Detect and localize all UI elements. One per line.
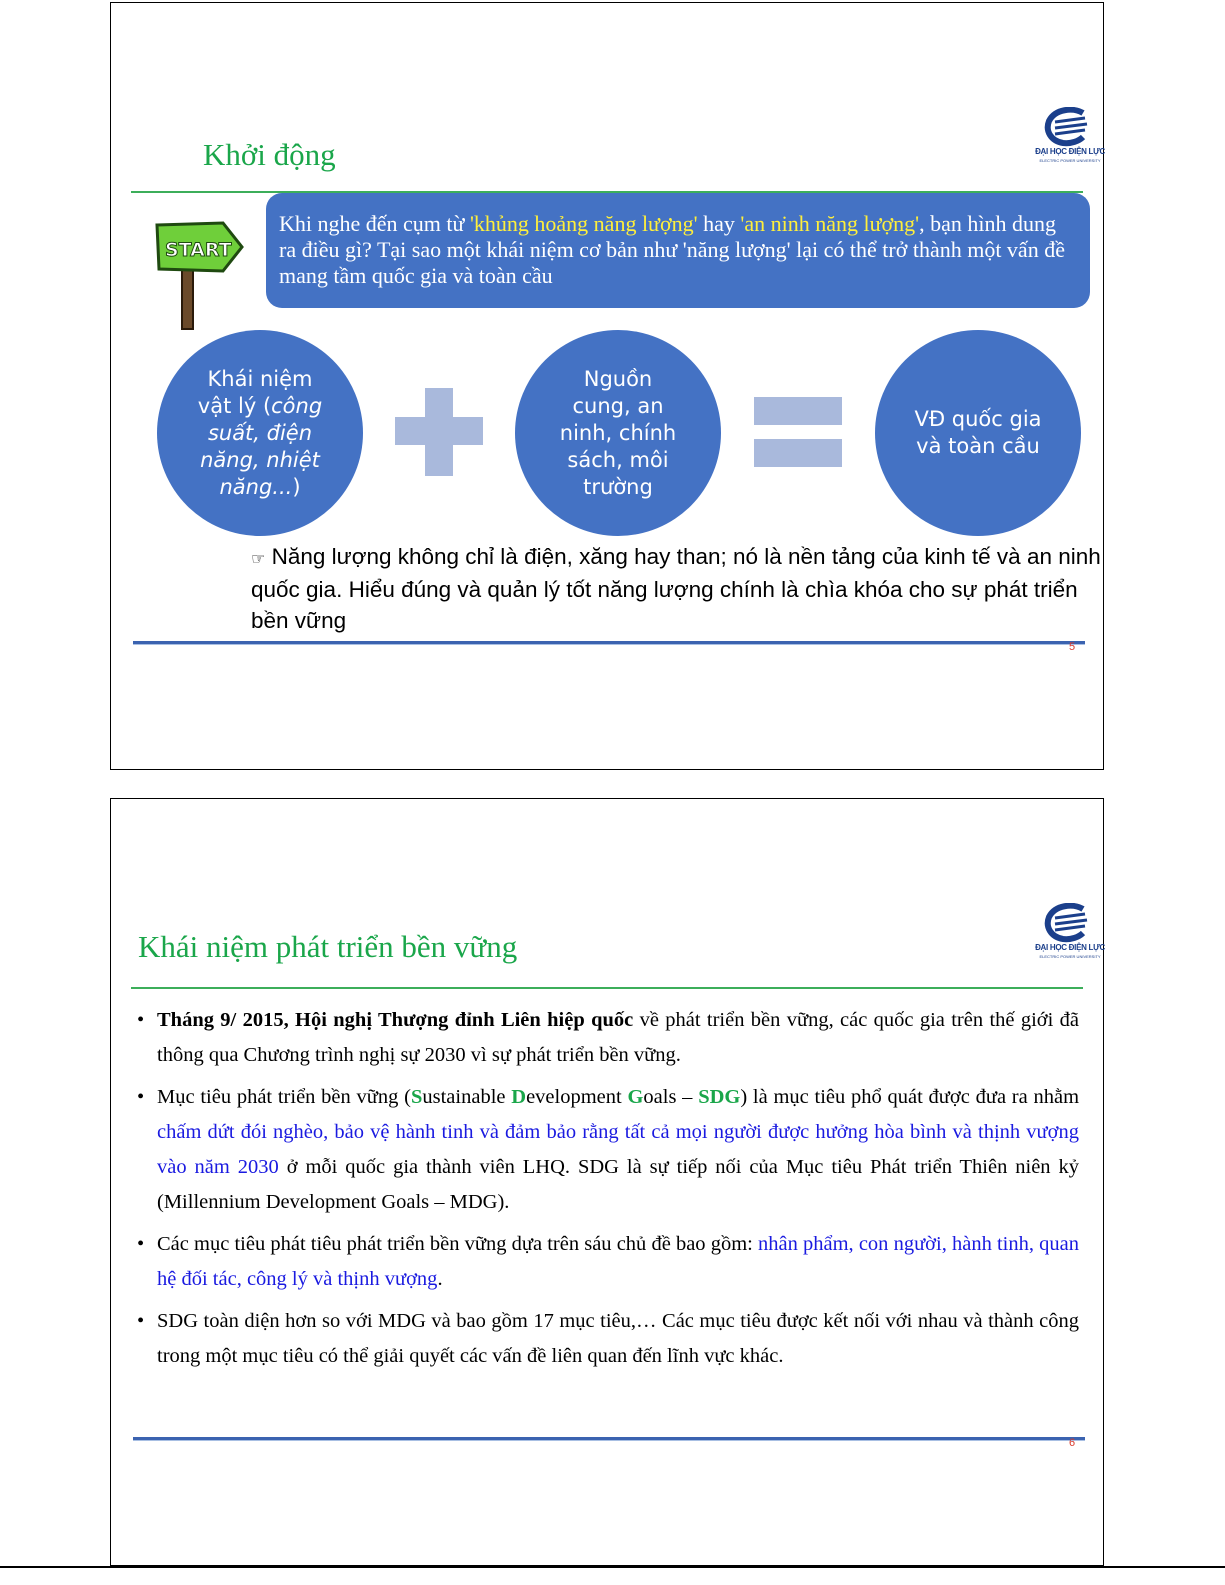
acronym-sdg: SDG bbox=[698, 1086, 741, 1108]
bullet-item bbox=[137, 1003, 1079, 1073]
start-sign-icon bbox=[153, 217, 245, 331]
bullet-blue-text: nhân phẩm, con người, hành tinh, quan hệ đối tác, công lý và thịnh vượng bbox=[157, 1233, 1079, 1290]
footer-divider bbox=[133, 1437, 1085, 1441]
question-text: , bạn hình dung ra điều gì? Tại sao một khái niệm cơ bản như 'năng lượng' lại có thể trở thành một vấn đề mang tầm quốc gia và toàn cầu bbox=[279, 211, 1065, 288]
slide-title: Khái niệm phát triển bền vững bbox=[138, 929, 518, 964]
bullet-text: SDG toàn diện hơn so với MDG và bao gồm 17 mục tiêu,… Các mục tiêu được kết nối với nhau và thành công trong một mục tiêu có thể giải quyết các vấn đề liên quan đến lĩnh vực khác. bbox=[157, 1310, 1079, 1367]
concept-circle-national-global bbox=[875, 330, 1081, 536]
start-sign-text: START bbox=[165, 239, 232, 261]
summary-note bbox=[251, 541, 1101, 636]
title-divider bbox=[131, 987, 1083, 989]
question-box bbox=[266, 193, 1090, 308]
logo-subtitle: ELECTRIC POWER UNIVERSITY bbox=[1039, 158, 1101, 163]
bullet-text: ) là mục tiêu phổ quát được đưa ra nhằm bbox=[740, 1086, 1080, 1108]
footer-divider bbox=[133, 641, 1085, 645]
bullet-text: Các mục tiêu phát tiêu phát triển bền vững dựa trên sáu chủ đề bao gồm: bbox=[157, 1233, 758, 1255]
highlight-energy-security: 'an ninh năng lượng' bbox=[740, 211, 920, 236]
slide-page-6 bbox=[110, 798, 1104, 1566]
bullet-bold-text: Tháng 9/ 2015, Hội nghị Thượng đỉnh Liên hiệp quốc bbox=[157, 1009, 634, 1031]
university-logo bbox=[1035, 107, 1105, 169]
bullet-text: ustainable bbox=[422, 1086, 512, 1108]
concept-circle-supply bbox=[515, 330, 721, 536]
summary-note-text: Năng lượng không chỉ là điện, xăng hay than; nó là nền tảng của kinh tế và an ninh quốc gia. Hiểu đúng và quản lý tốt năng lượng chính là chìa khóa cho sự phát triển bền vững bbox=[251, 544, 1101, 633]
acronym-letter: S bbox=[410, 1086, 423, 1108]
acronym-letter: G bbox=[627, 1086, 644, 1108]
slide-page-5 bbox=[110, 2, 1104, 770]
slide-title: Khởi động bbox=[203, 137, 336, 172]
bullet-text: evelopment bbox=[526, 1086, 628, 1108]
bullet-item bbox=[137, 1304, 1079, 1374]
circle-text: Nguồn cung, an ninh, chính sách, môi trường bbox=[559, 366, 677, 499]
circle-text: Khái niệm bbox=[207, 366, 313, 391]
logo-emblem-icon bbox=[1035, 903, 1105, 943]
bullet-item bbox=[137, 1080, 1079, 1220]
acronym-letter: D bbox=[511, 1086, 527, 1108]
bullet-text: ở mỗi quốc gia thành viên LHQ. SDG là sự tiếp nối của Mục tiêu Phát triển Thiên niên kỷ (Millennium Development Goals – MDG). bbox=[157, 1156, 1079, 1213]
highlight-energy-crisis: 'khủng hoảng năng lượng' bbox=[469, 211, 698, 236]
page-number: 5 bbox=[1069, 641, 1076, 653]
question-text: Khi nghe đến cụm từ bbox=[279, 211, 470, 236]
circle-text: vật lý ( bbox=[197, 393, 272, 418]
equals-icon-top bbox=[754, 397, 842, 425]
university-logo bbox=[1035, 903, 1105, 965]
logo-emblem-icon bbox=[1035, 107, 1105, 147]
plus-icon-vertical bbox=[425, 388, 453, 476]
circle-text: ) bbox=[292, 474, 301, 499]
equals-icon-bottom bbox=[754, 439, 842, 467]
bullet-text: oals – bbox=[643, 1086, 699, 1108]
bullet-item bbox=[137, 1227, 1079, 1297]
bullet-blue-text: chấm dứt đói nghèo, bảo vệ hành tinh và đảm bảo rằng tất cả mọi người được hưởng hòa bình và thịnh vượng vào năm 2030 bbox=[157, 1121, 1079, 1178]
question-text: hay bbox=[697, 211, 741, 236]
bullet-list bbox=[137, 1003, 1079, 1381]
pointing-hand-icon: ☞ bbox=[251, 549, 266, 568]
circle-italic-text: công suất, điện năng, nhiệt năng... bbox=[200, 393, 323, 499]
bullet-text: Mục tiêu phát triển bền vững ( bbox=[157, 1086, 411, 1108]
logo-name: ĐẠI HỌC ĐIỆN LỰC bbox=[1035, 943, 1105, 952]
concept-circle-physical bbox=[157, 330, 363, 536]
logo-name: ĐẠI HỌC ĐIỆN LỰC bbox=[1035, 147, 1105, 156]
bullet-text: . bbox=[437, 1268, 443, 1290]
bullet-text: về phát triển bền vững, các quốc gia trên thế giới đã thông qua Chương trình nghị sự 2030 vì sự phát triển bền vững. bbox=[157, 1009, 1079, 1066]
page-bottom-border bbox=[0, 1566, 1225, 1568]
page-number: 6 bbox=[1069, 1437, 1076, 1449]
circle-text: VĐ quốc gia và toàn cầu bbox=[914, 407, 1042, 458]
logo-subtitle: ELECTRIC POWER UNIVERSITY bbox=[1039, 954, 1101, 959]
